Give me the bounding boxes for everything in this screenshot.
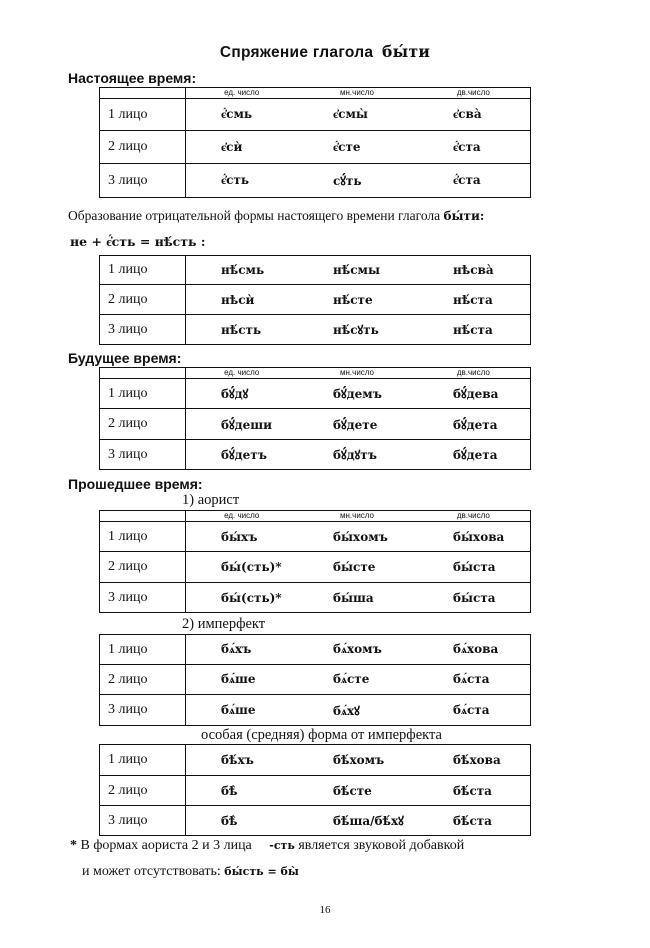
form-cell: бꙋ́дева [453, 387, 499, 401]
title-text: Спряжение глагола [219, 44, 374, 61]
table-row [100, 99, 531, 131]
form-cell: нѣ́смы [333, 263, 380, 277]
header-plural: мн.число [340, 511, 374, 520]
person-label: 3 лицо [100, 695, 186, 726]
table-row [100, 285, 531, 315]
person-label: 2 лицо [100, 131, 186, 164]
header-singular: ед. число [224, 368, 260, 377]
header-plural: мн.число [340, 88, 374, 97]
table-row [100, 522, 531, 552]
header-singular: ед. число [224, 88, 260, 97]
form-cell: бѧ́хъ [221, 642, 252, 656]
form-cell: бы́хъ [221, 529, 258, 544]
form-cell: бы́(сть)* [221, 590, 282, 605]
form-cell: є҆́сть [221, 173, 250, 187]
person-label: 1 лицо [100, 635, 186, 665]
table-row [100, 745, 531, 776]
form-cell: бѣ́ста [453, 813, 492, 828]
form-cell: бы́(сть)* [221, 560, 282, 574]
table-row [100, 409, 531, 440]
title-verb: бы́ти [381, 42, 431, 61]
footnote-star: * [70, 838, 77, 853]
page-number: 16 [319, 904, 331, 916]
form-cell: бѧ́ста [453, 702, 490, 717]
footnote-text: В формах аориста 2 и 3 лица [80, 838, 252, 853]
form-cell: бѣ́ша/бѣ́хꙋ [333, 814, 404, 828]
form-cell: бѣ́хомъ [333, 753, 385, 767]
form-cell: бы́хомъ [333, 529, 388, 544]
header-dual: дв.число [456, 88, 490, 97]
footnote-example: бы́сть = бы̀ [224, 865, 299, 878]
table-row [100, 695, 531, 726]
table-row [100, 552, 531, 583]
form-cell: бѧ́хова [453, 642, 499, 656]
form-cell: бѧ́хꙋ [333, 703, 360, 718]
table-row [100, 440, 531, 470]
special-table [99, 744, 531, 836]
form-cell: є҆сѝ [221, 139, 243, 154]
form-cell: нѣ́сꙋть [333, 323, 379, 337]
form-cell: є҆смы̀ [333, 107, 368, 121]
person-label: 3 лицо [100, 315, 186, 345]
form-cell: бѧ́сте [333, 672, 370, 686]
form-cell: є҆сва̀ [453, 107, 482, 121]
form-cell: нѣ́ста [453, 322, 493, 337]
form-cell: бꙋ́дета [453, 448, 498, 462]
form-cell: є҆́смь [221, 107, 253, 121]
form-cell: бѧ́ста [453, 672, 490, 686]
negative-formula: не + є҆́сть = нѣ́сть : [70, 234, 206, 249]
form-cell: бꙋ́дꙋ [221, 387, 249, 401]
table-row [100, 379, 531, 409]
negative-intro-verb: бы́ти: [443, 209, 485, 223]
person-label: 2 лицо [100, 665, 186, 695]
footnote-text: является звуковой добавкой [298, 838, 465, 853]
person-label: 3 лицо [100, 806, 186, 836]
table-row [100, 583, 531, 613]
table-row [100, 776, 531, 806]
form-cell: бѣ́хъ [221, 753, 254, 767]
negative-intro [68, 208, 484, 224]
header-singular: ед. число [224, 511, 260, 520]
form-cell: бꙋ́дете [333, 417, 378, 432]
form-cell: бѣ̀ [221, 783, 238, 798]
form-cell: бꙋ́демъ [333, 387, 382, 401]
person-label: 1 лицо [100, 379, 186, 409]
form-cell: бы́хова [453, 529, 505, 544]
table-row [100, 256, 531, 285]
form-cell: бꙋ́дꙋтъ [333, 448, 377, 462]
form-cell: бѣ́ста [453, 783, 492, 798]
table-row [100, 315, 531, 345]
form-cell: нѣсѝ [221, 292, 255, 307]
table-row [100, 131, 531, 164]
form-cell: є҆́ста [453, 139, 481, 154]
person-label: 2 лицо [100, 776, 186, 806]
future-table [99, 367, 531, 470]
table-row [100, 164, 531, 198]
form-cell: бы́ста [453, 590, 496, 605]
form-cell: бы́ста [453, 560, 496, 574]
imperfect-label: 2) имперфект [182, 616, 266, 632]
negative-intro-text: Образование отрицательной формы настоящего времени глагола [68, 208, 441, 223]
header-dual: дв.число [456, 368, 490, 377]
person-label: 3 лицо [100, 440, 186, 470]
person-label: 2 лицо [100, 552, 186, 583]
form-cell: є҆́сте [333, 139, 361, 154]
present-table [99, 87, 531, 198]
person-label: 1 лицо [100, 99, 186, 131]
form-cell: бѧ́хомъ [333, 642, 382, 656]
form-cell: нѣ́сть [221, 322, 262, 337]
table-row [100, 635, 531, 665]
negative-table [99, 255, 531, 345]
aorist-label: 1) аорист [182, 492, 240, 508]
present-heading: Настоящее время: [68, 70, 197, 86]
form-cell: є҆́ста [453, 173, 481, 187]
table-row [100, 665, 531, 695]
form-cell: бы́ша [333, 590, 374, 605]
form-cell: бꙋ́деши [221, 417, 273, 432]
form-cell: сꙋ́ть [333, 174, 362, 188]
form-cell: нѣ́ста [453, 292, 493, 307]
form-cell: бꙋ́детъ [221, 448, 267, 462]
person-label: 3 лицо [100, 164, 186, 198]
person-label: 2 лицо [100, 409, 186, 440]
form-cell: бѧ́ше [221, 672, 256, 686]
person-label: 2 лицо [100, 285, 186, 315]
header-plural: мн.число [340, 368, 374, 377]
form-cell: бѧ́ше [221, 702, 256, 717]
person-label: 3 лицо [100, 583, 186, 613]
past-heading: Прошедшее время: [68, 476, 203, 492]
person-label: 1 лицо [100, 522, 186, 552]
form-cell: бѣ́сте [333, 783, 372, 798]
form-cell: бѣ̀ [221, 813, 238, 828]
aorist-table [99, 510, 531, 613]
footnote-line-2 [82, 864, 299, 880]
special-label: особая (средняя) форма от имперфекта [201, 727, 442, 743]
page-title [0, 42, 650, 62]
footnote-suffix: -сть [269, 839, 295, 852]
form-cell: бѣ́хова [453, 753, 501, 767]
future-heading: Будущее время: [68, 350, 182, 366]
person-label: 1 лицо [100, 256, 186, 285]
form-cell: нѣсва̀ [453, 263, 494, 277]
form-cell: нѣ́смь [221, 263, 265, 277]
person-label: 1 лицо [100, 745, 186, 776]
footnote-text: и может отсутствовать: [82, 864, 221, 879]
table-row [100, 806, 531, 836]
form-cell: бы́сте [333, 560, 376, 574]
form-cell: бꙋ́дета [453, 417, 498, 432]
form-cell: нѣ́сте [333, 292, 373, 307]
header-dual: дв.число [456, 511, 490, 520]
imperfect-table [99, 634, 531, 726]
footnote-line-1 [70, 838, 464, 854]
